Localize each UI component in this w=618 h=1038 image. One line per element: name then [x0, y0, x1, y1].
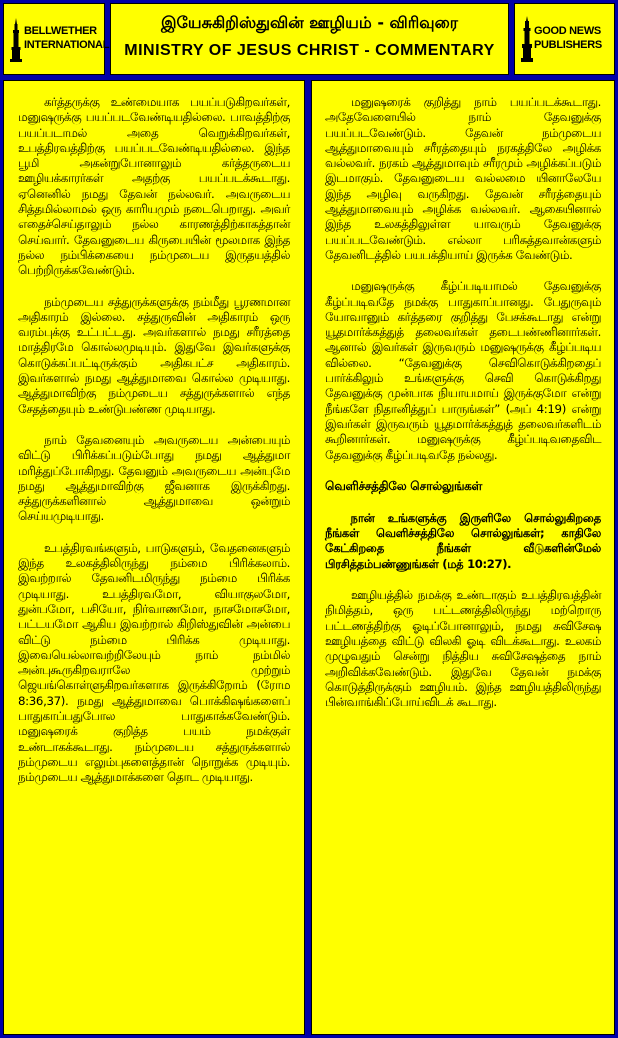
paragraph: கர்த்தருக்கு உண்மையாக பயப்படுகிறவர்கள், மனுஷருக்கு பயப்படவேண்டியதில்லை. பாவத்திற்கு பயப்படாமல் அதை வெறுக்கிறவர்கள், உபத்திரவத்திற்கு பயப்படவேண்டியதில்லை. இந்த பூமி அகன்றுபோனாலும் கர்த்தருடைய ஊழியக்காரர்கள் அதற்கு பயப்படக்கூடாது. ஏனெனில் நமது தேவன் நல்லவர். அவருடைய சித்தமில்லாமல் ஒரு காரியமும் நடைபெறாது. அவர் எதைச்செய்தாலும் நல்ல காரணத்திற்காகத்தான் செய்வார். தேவனுடைய கிருபையின் மூலமாக இந்த நல்ல நம்பிக்கையை நம்முடைய இருதயத்தில் பெற்றிருக்கவேண்டும். [18, 95, 290, 278]
good-news-logo-line1: GOOD NEWS [534, 25, 601, 37]
left-column-content [4, 81, 304, 785]
paragraph: மனுஷரைக் குறித்து நாம் பயப்படக்கூடாது. அதேவேளையில் நாம் தேவனுக்கு பயப்படவேண்டும். தேவன் நம்முடைய ஆத்துமாவையும் சரீரத்தையும் நரகத்திலே அழிக்க வல்லவர். நரகம் ஆத்துமாவும் சரீரமும் அழிக்கப்படும் இடமாகும். தேவனுடைய வல்லமை யினாலேயே இந்த அழிவு வருகிறது. தேவன் சரீரத்தையும் ஆத்துமாவையும் அழிக்க வல்லவர். ஆகையினால் இந்த உலகத்திலுள்ள யாவரும் தேவனுக்கு பயப்படவேண்டும். எல்லா பரிசுத்தவான்களும் தேவனிடத்தில் பயபக்தியாய் இருக்க வேண்டும். [325, 95, 601, 262]
left-column [3, 80, 305, 1035]
bellwether-logo-line2: INTERNATIONAL [24, 39, 110, 51]
right-column-content [312, 81, 614, 710]
paragraph: ஊழியத்தில் நமக்கு உண்டாகும் உபத்திரவத்தின் நிமித்தம், ஒரு பட்டணத்திலிருந்து மற்றொரு பட்டணத்திற்கு ஓடிப்போனாலும், நமது சுவிசேஷ ஊழியத்தை விட்டு விலகி ஓடி விடக்கூடாது. உலகம் முழுவதும் சென்று நித்திய சுவிசேஷத்தை நாம் அறிவிக்கவேண்டும். இதுவே தேவன் நமக்கு கொடுத்திருக்கும் ஊழியம். இந்த ஊழியத்திலிருந்து பின்வாங்கிப்போய்விடக் கூடாது. [325, 588, 601, 710]
good-news-logo-line2: PUBLISHERS [534, 39, 602, 51]
right-column [311, 80, 615, 1035]
paragraph: உபத்திரவங்களும், பாடுகளும், வேதனைகளும் இந்த உலகத்திலிருந்து நம்மை பிரிக்கலாம். இவற்றால் தேவனிடமிருந்து நம்மை பிரிக்க முடியாது. உபத்திரவமோ, வியாகுலமோ, துன்பமோ, பசியோ, நிர்வாணமோ, நாசமோசமோ, பட்டயமோ ஆகிய இவற்றால் கிறிஸ்துவின் அன்பை விட்டு நம்மை பிரிக்க முடியாது. இவையெல்லாவற்றிலேயும் நாம் நம்மில் அன்புகூருகிறவராலே முற்றும் ஜெயங்கொள்ளுகிறவர்களாக இருக்கிறோம் (ரோம 8:36,37). நமது ஆத்துமாவை பொக்கிஷங்களைப் பாதுகாப்பதுபோல பாதுகாக்கவேண்டும். மனுஷரைக் குறித்த பயம் நமக்குள் உண்டாகக்கூடாது. நம்முடைய சத்துருக்களால் நம்முடைய எலும்புகளைத்தான் நொறுக்க முடியும். நம்முடைய ஆத்துமாக்களை தொட முடியாது. [18, 540, 290, 785]
good-news-logo-text [534, 24, 602, 52]
page-title-tamil: இயேசுகிறிஸ்துவின் ஊழியம் - விரிவுரை [160, 13, 458, 32]
scripture-quote: நான் உங்களுக்கு இருளிலே சொல்லுகிறதை நீங்கள் வெளிச்சத்திலே சொல்லுங்கள்; காதிலே கேட்கிறதை நீங்கள் வீடுகளின்மேல் பிரசித்தம்பண்ணுங்கள் (மத் 10:27). [325, 510, 601, 571]
page-title-english: MINISTRY OF JESUS CHRIST - COMMENTARY [124, 42, 495, 59]
section-heading: வெளிச்சத்திலே சொல்லுங்கள் [325, 478, 483, 493]
bellwether-logo-line1: BELLWETHER [24, 25, 97, 37]
paragraph: நம்முடைய சத்துருக்களுக்கு நம்மீது பூரணமான அதிகாரம் இல்லை. சத்துருவின் அதிகாரம் ஒரு வரம்புக்கு உட்பட்டது. அவர்களால் நமது சரீரத்தை மாத்திரமே கொல்லமுடியும். இதுவே இவர்களுக்கு கொடுக்கப்பட்டிருக்கும் அதிகபட்ச அதிகாரம். இவர்களால் நமது ஆத்துமாவை கொல்ல முடியாது. ஆத்துமாவிற்கு நம்முடைய சத்துருக்களால் எந்த சேதத்தையும் உண்டுபண்ண முடியாது. [18, 294, 290, 416]
bellwether-logo-box [3, 3, 110, 75]
paragraph: நாம் தேவனையும் அவருடைய அன்பையும் விட்டு பிரிக்கப்படும்போது நமது ஆத்துமா மரித்துப்போகிறது. தேவனும் அவருடைய அன்புமே நமது ஆத்துமாவிற்கு ஜீவனாக இருக்கிறது. சத்துருக்களினால் ஆத்துமாவை ஒன்றும் செய்யமுடியாது. [18, 432, 290, 524]
good-news-logo-box [514, 3, 615, 75]
paragraph: மனுஷருக்கு கீழ்ப்படியாமல் தேவனுக்கு கீழ்ப்படிவதே நமக்கு பாதுகாப்பானது. பேதுருவும் யோவானும் கர்த்தரை குறித்து பேசக்கூடாது என்று யூதமார்க்கத்துத் தலைவர்கள் தடைபண்ணினார்கள். ஆனால் இவர்கள் இருவரும் மனுஷருக்கு கீழ்ப்படிய வில்லை. “தேவனுக்கு செவிகொடுக்கிறதைப் பார்க்கிலும் உங்களுக்கு செவி கொடுக்கிறது தேவனுக்கு முன்பாக நியாயமாய் இருக்குமோ என்று நீங்களே நிதானித்துப் பாருங்கள்” (அப் 4:19) என்று இவர்கள் இருவரும் யூதமார்க்கத்துத் தலைவர்களிடம் கூறினார்கள். மனுஷருக்கு கீழ்ப்படிவதைவிட தேவனுக்கு கீழ்ப்படிவதே நல்லது. [325, 279, 601, 462]
good-news-logo [515, 4, 614, 74]
bellwether-logo-text [24, 24, 109, 52]
book-tower-icon [521, 16, 533, 60]
title-banner [110, 3, 509, 75]
bellwether-logo [4, 4, 110, 74]
tower-icon [10, 18, 22, 62]
